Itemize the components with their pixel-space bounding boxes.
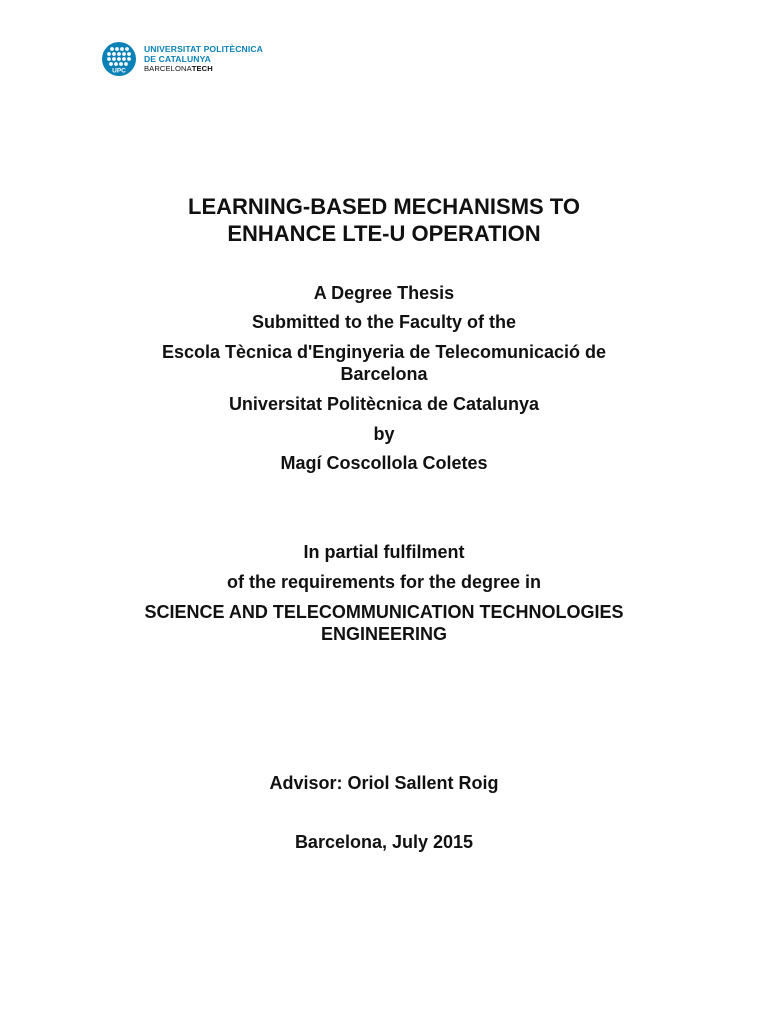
author-name: Magí Coscollola Coletes	[280, 453, 488, 473]
logo-mark-label: UPC	[112, 67, 126, 75]
fulfilment-line-2: of the requirements for the degree in	[226, 572, 542, 592]
school-name	[0, 341, 768, 385]
submitted-to-line: Submitted to the Faculty of the	[252, 312, 516, 332]
title-line-1: LEARNING-BASED MECHANISMS TO	[188, 194, 580, 219]
degree-name-line-1: SCIENCE AND TELECOMMUNICATION TECHNOLOGIES	[144, 602, 624, 622]
degree-name	[0, 601, 768, 645]
degree-name-line-2: ENGINEERING	[320, 624, 448, 644]
school-name-line-2: Barcelona	[340, 364, 428, 384]
by-label: by	[373, 424, 395, 444]
thesis-title	[0, 193, 768, 247]
logo-line-3	[144, 64, 263, 74]
logo-line-3-a: BARCELONA	[144, 64, 192, 73]
university-logo	[102, 42, 263, 76]
logo-line-2: DE CATALUNYA	[144, 54, 211, 64]
university-name: Universitat Politècnica de Catalunya	[228, 394, 540, 414]
upc-logo-icon	[102, 42, 136, 76]
title-line-2: ENHANCE LTE-U OPERATION	[227, 221, 541, 246]
logo-line-1: UNIVERSITAT POLITÈCNICA	[144, 44, 263, 54]
fulfilment-line-1: In partial fulfilment	[303, 542, 465, 562]
logo-line-3-b: TECH	[191, 64, 213, 73]
degree-thesis-label: A Degree Thesis	[313, 283, 455, 303]
school-name-line-1: Escola Tècnica d'Enginyeria de Telecomunicació de	[161, 342, 607, 362]
logo-wordmark	[144, 44, 263, 74]
place-date: Barcelona, July 2015	[294, 832, 474, 852]
advisor-line: Advisor: Oriol Sallent Roig	[269, 773, 499, 793]
